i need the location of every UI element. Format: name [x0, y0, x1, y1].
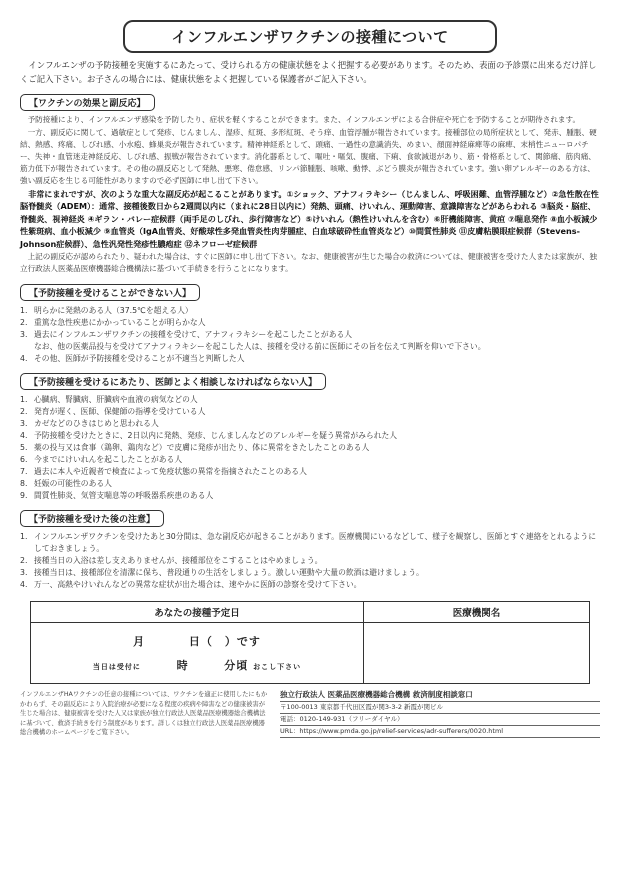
list-item [20, 317, 600, 329]
list-item-text: 接種当日は、接種部位を清潔に保ち、普段通りの生活をしましょう。激しい運動や大量の飲酒は避けましょう。 [34, 568, 424, 578]
list-item-number: 3. [20, 330, 28, 340]
relief-system-note: インフルエンザHAワクチンの任意の接種については、ワクチンを適正に使用したにもかかわらず、その副反応により入院治療が必要になる程度の疾病や障害などの健康被害が生じた場合は、健康被害を受けた人又は家族が独立行政法人医薬品医療機器総合機構法に基づいて、救済手続きを行う制度があります。詳しくは独立行政法人医薬品医療機器総合機構のホームページをご覧下さい。 [20, 691, 268, 737]
list-item-text: カゼなどのひきはじめと思われる人 [34, 419, 159, 429]
effects-paragraph-1: 予防接種により、インフルエンザ感染を予防したり、症状を軽くすることができます。また、インフルエンザによる合併症や死亡を予防することが期待されます。 [27, 115, 581, 124]
consult-list [20, 394, 600, 502]
clinic-name-heading: 医療機関名 [364, 602, 590, 623]
list-item [20, 531, 600, 555]
list-item-number: 2. [20, 407, 28, 417]
org-url[interactable]: URL：https://www.pmda.go.jp/relief-services/adr-sufferers/0020.html [280, 726, 600, 738]
section-heading-consult: 【予防接種を受けるにあたり、医師とよく相談しなければならない人】 [20, 373, 326, 390]
list-item-number: 1. [20, 306, 28, 316]
list-item-number: 3. [20, 568, 28, 578]
list-item [20, 555, 600, 567]
list-item [20, 353, 600, 365]
schedule-fields [31, 623, 364, 684]
effects-paragraph-4: 上記の副反応が認められたり、疑われた場合は、すぐに医師に申し出て下さい。なお、健康被害が生じた場合の救済については、健康被害を受けた人または家族が、独立行政法人医薬品医療機器総合機構法に基づいて手続きを行うことになります。 [20, 252, 597, 274]
list-item-number: 5. [20, 443, 28, 453]
list-item [20, 442, 600, 454]
list-item [20, 454, 600, 466]
serious-reactions-paragraph: 非常にまれですが、次のような重大な副反応が起こることがあります。①ショック、アナフィラキシー（じんましん、呼吸困難、血管浮腫など）②急性散在性脳脊髄炎（ADEM）：通常、接種後数日から2週間以内に（まれに28日以内に）発熱、頭痛、けいれん、運動障害、意識障害などがあらわれる ③脳炎・脳症、脊髄炎、視神経炎 ④ギラン・バレー症候群（両手足のしびれ、歩行障害など）⑤けいれん（熱性けいれんを含む）⑥肝機能障害、黄疸 ⑦喘息発作 ⑧血小板減少性紫斑病、血小板減少 ⑨血管炎（IgA血管炎、好酸球性多発血管炎性肉芽腫症、白血球破砕性血管炎など）⑩間質性肺炎 ⑪皮膚粘膜眼症候群（Stevens-Johnson症候群）、急性汎発性発疹性膿疱症 ⑫ネフローゼ症候群 [20, 189, 599, 249]
list-item [20, 490, 600, 502]
section-heading-cannot-receive: 【予防接種を受けることができない人】 [20, 284, 200, 301]
list-item-number: 1. [20, 395, 28, 405]
list-item [20, 341, 600, 353]
consultation-contact [280, 690, 600, 738]
after-care-list [20, 531, 600, 591]
list-item [20, 406, 600, 418]
list-item-number: 3. [20, 419, 28, 429]
list-item [20, 430, 600, 442]
list-item-number: 6. [20, 455, 28, 465]
effects-paragraph-2: 一方、副反応に関して、過敏症として発疹、じんましん、湿疹、紅斑、多形紅斑、そう痒、血管浮腫が報告されています。接種部位の局所症状として、発赤、腫脹、硬結、熱感、疼痛、しびれ感、小水疱、蜂巣炎が報告されています。精神神経系として、頭痛、一過性の意識消失、めまい、顔面神経麻痺等の麻痺、末梢性ニューロパチー、失神・血管迷走神経反応、しびれ感、振戦が報告されています。消化器系として、嘔吐・嘔気、腹痛、下痢、食欲減退があり、筋・骨格系として、関節痛、筋肉痛、筋力低下が報告されています。その他の副反応として発熱、悪寒、倦怠感、リンパ節腫脹、咳嗽、動悸、ぶどう膜炎が報告されています。強い卵アレルギーのある方は、強い副反応を生じる可能性がありますので必ず医師に申し出て下さい。 [20, 128, 597, 185]
list-item-text: 予防接種を受けたときに、2日以内に発熱、発疹、じんましんなどのアレルギーを疑う異常がみられた人 [34, 431, 398, 441]
schedule-date-heading: あなたの接種予定日 [31, 602, 364, 623]
list-item-text: 万一、高熱やけいれんなどの異常な症状が出た場合は、速やかに医師の診察を受けて下さい。 [34, 580, 362, 590]
list-item-number: 2. [20, 318, 28, 328]
list-item-number: 2. [20, 556, 28, 566]
time-prefix: 当日は受付に [92, 663, 141, 672]
list-item-number: 4. [20, 431, 28, 441]
list-item-text: その他、医師が予防接種を受けることが不適当と判断した人 [34, 354, 245, 364]
footer [20, 690, 600, 738]
page-title: インフルエンザワクチンの接種について [123, 20, 497, 53]
intro-text: インフルエンザの予防接種を実施するにあたって、受けられる方の健康状態をよく把握する必要があります。そのため、表面の予診票に出来るだけ詳しくご記入下さい。お子さんの場合には、健康状態をよく把握している保護者がご記入下さい。 [20, 60, 597, 84]
list-item-text: 接種当日の入浴は差し支えありませんが、接種部位をこすることはやめましょう。 [34, 556, 323, 566]
org-phone: 電話：0120-149-931（フリーダイヤル） [280, 714, 600, 726]
list-item-number: 7. [20, 467, 28, 477]
list-item-number: 1. [20, 532, 28, 542]
list-item-text: 重篤な急性疾患にかかっていることが明らかな人 [34, 318, 206, 328]
section-heading-after: 【予防接種を受けた後の注意】 [20, 510, 164, 527]
org-name: 独立行政法人 医薬品医療機器総合機構 救済制度相談窓口 [280, 690, 600, 702]
schedule-table [30, 601, 590, 684]
list-item-text: 薬の投与又は食事（鶏卵、鶏肉など）で皮膚に発疹が出たり、体に異常をきたしたことのある人 [34, 443, 370, 453]
list-item [20, 478, 600, 490]
clinic-name-field[interactable] [364, 623, 590, 684]
list-item-number: 9. [20, 491, 28, 501]
list-item [20, 579, 600, 591]
list-item-text: 明らかに発熱のある人（37.5℃を超える人） [34, 306, 193, 316]
list-item-number: 4. [20, 354, 28, 364]
list-item [20, 305, 600, 317]
time-suffix: おこし下さい [253, 663, 302, 672]
list-item [20, 466, 600, 478]
list-item-text: 間質性肺炎、気管支喘息等の呼吸器系疾患のある人 [34, 491, 214, 501]
list-item [20, 329, 600, 341]
day-label: 日（ ）です [188, 635, 261, 649]
date-row [32, 633, 362, 649]
list-item [20, 567, 600, 579]
list-item-text: なお、他の医薬品投与を受けてアナフィラキシーを起こした人は、接種を受ける前に医師にその旨を伝えて判断を仰いで下さい。 [34, 342, 486, 352]
list-item [20, 394, 600, 406]
time-row [32, 657, 362, 673]
list-item-text: 心臓病、腎臓病、肝臓病や血液の病気などの人 [34, 395, 198, 405]
list-item [20, 418, 600, 430]
list-item-text: 過去に本人や近親者で検査によって免疫状態の異常を指摘されたことのある人 [34, 467, 307, 477]
list-item-number: 4. [20, 580, 28, 590]
list-item-number: 8. [20, 479, 28, 489]
org-address: 〒100-0013 東京都千代田区霞が関3-3-2 新霞が関ビル [280, 702, 600, 714]
cannot-receive-list [20, 305, 600, 365]
hour-label: 時 [176, 659, 189, 673]
list-item-text: 過去にインフルエンザワクチンの接種を受けて、アナフィラキシーを起こしたことがある人 [34, 330, 353, 340]
section-heading-effects: 【ワクチンの効果と副反応】 [20, 94, 155, 111]
minute-label: 分頃 [224, 659, 249, 673]
list-item-text: 発育が遅く、医師、保健師の指導を受けている人 [34, 407, 206, 417]
list-item-text: 妊娠の可能性のある人 [34, 479, 112, 489]
list-item-text: インフルエンザワクチンを受けたあと30分間は、急な副反応が起きることがあります。医療機関にいるなどして、様子を観察し、医師とすぐ連絡をとれるようにしておきましょう。 [34, 532, 597, 554]
month-label: 月 [133, 635, 146, 649]
list-item-text: 今までにけいれんを起こしたことがある人 [34, 455, 183, 465]
